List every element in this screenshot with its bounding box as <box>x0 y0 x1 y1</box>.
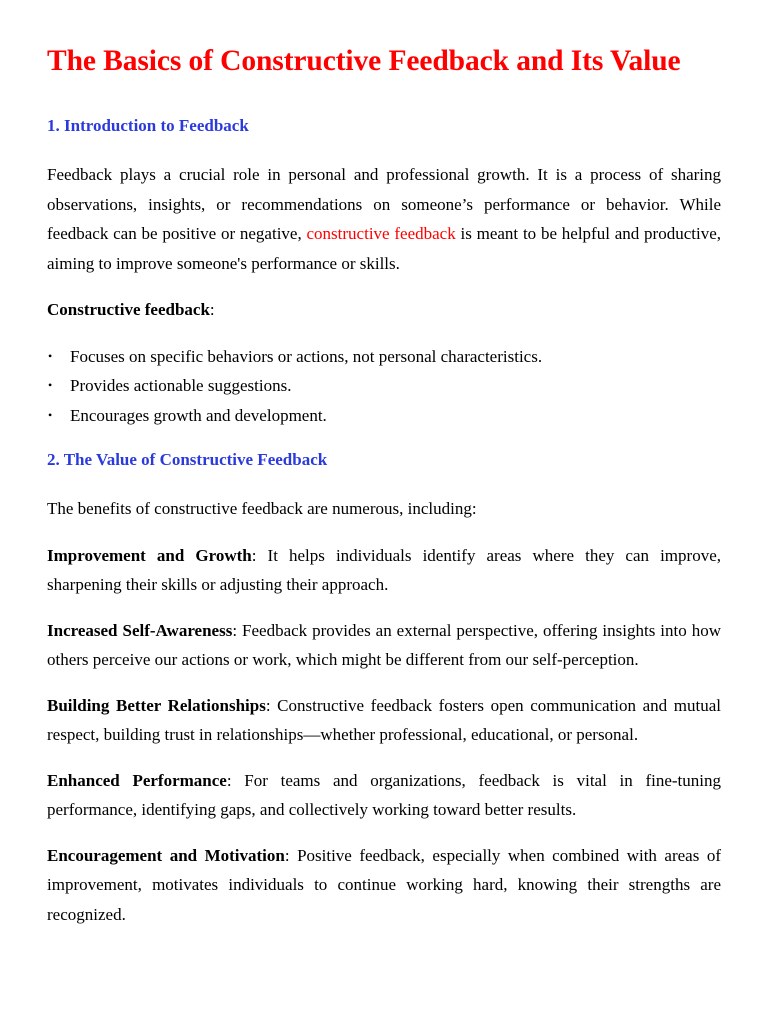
benefit-text: : For teams and organizations, feedback is vital in fine-tuning performance, identifying gaps, and collectively working toward better results. <box>47 770 721 819</box>
list-item-text: Provides actionable suggestions. <box>70 376 292 395</box>
benefit-text: : It helps individuals identify areas where they can improve, sharpening their skills or adjusting their approach. <box>47 545 721 594</box>
benefit-paragraph <box>47 766 721 825</box>
constructive-feedback-colon: : <box>209 300 215 319</box>
benefit-title: Increased Self-Awareness <box>47 620 233 640</box>
list-item-text: Focuses on specific behaviors or actions, not personal characteristics. <box>70 346 543 366</box>
intro-text-after: is meant to be helpful and productive, aiming to improve someone's performance or skills. <box>47 224 721 273</box>
benefit-paragraph <box>47 691 721 750</box>
list-item <box>47 342 721 372</box>
bullet-icon: • <box>48 348 53 363</box>
benefit-text: : Constructive feedback fosters open communication and mutual respect, building trust in relationships—whether professional, educational, or personal. <box>47 695 721 744</box>
bullet-icon: • <box>48 407 53 422</box>
benefit-text: : Positive feedback, especially when combined with areas of improvement, motivates individuals to continue working hard, knowing their strengths are recognized. <box>47 845 721 924</box>
benefit-title: Enhanced Performance <box>47 770 227 790</box>
benefit-title: Improvement and Growth <box>47 545 252 565</box>
benefit-title: Building Better Relationships <box>47 695 266 715</box>
bullet-icon: • <box>48 378 53 392</box>
benefit-paragraph <box>47 541 721 600</box>
list-item-text: Encourages growth and development. <box>70 405 327 425</box>
section-heading-introduction: 1. Introduction to Feedback <box>47 116 249 135</box>
section-heading-value: 2. The Value of Constructive Feedback <box>47 450 328 469</box>
constructive-feedback-label: Constructive feedback <box>47 300 210 319</box>
benefit-title: Encouragement and Motivation <box>47 845 285 865</box>
benefit-text: : Feedback provides an external perspective, offering insights into how others perceive our actions or work, which might be different from our self-perception. <box>47 620 721 669</box>
intro-text-before: Feedback plays a crucial role in personal and professional growth. It is a process of sharing observations, insights, or recommendations on someone’s performance or behavior. While feedback can be positive or negative, <box>47 165 721 243</box>
list-item <box>47 401 721 431</box>
introduction-paragraph <box>47 160 721 278</box>
constructive-feedback-list <box>47 342 721 431</box>
benefit-paragraph <box>47 841 721 930</box>
list-item <box>47 371 721 401</box>
constructive-feedback-label-line <box>47 295 721 325</box>
intro-highlight-text: constructive feedback <box>306 224 456 243</box>
document-title: The Basics of Constructive Feedback and Its Value <box>47 45 681 77</box>
benefit-paragraph <box>47 616 721 675</box>
value-intro-paragraph: The benefits of constructive feedback are numerous, including: <box>47 499 477 518</box>
